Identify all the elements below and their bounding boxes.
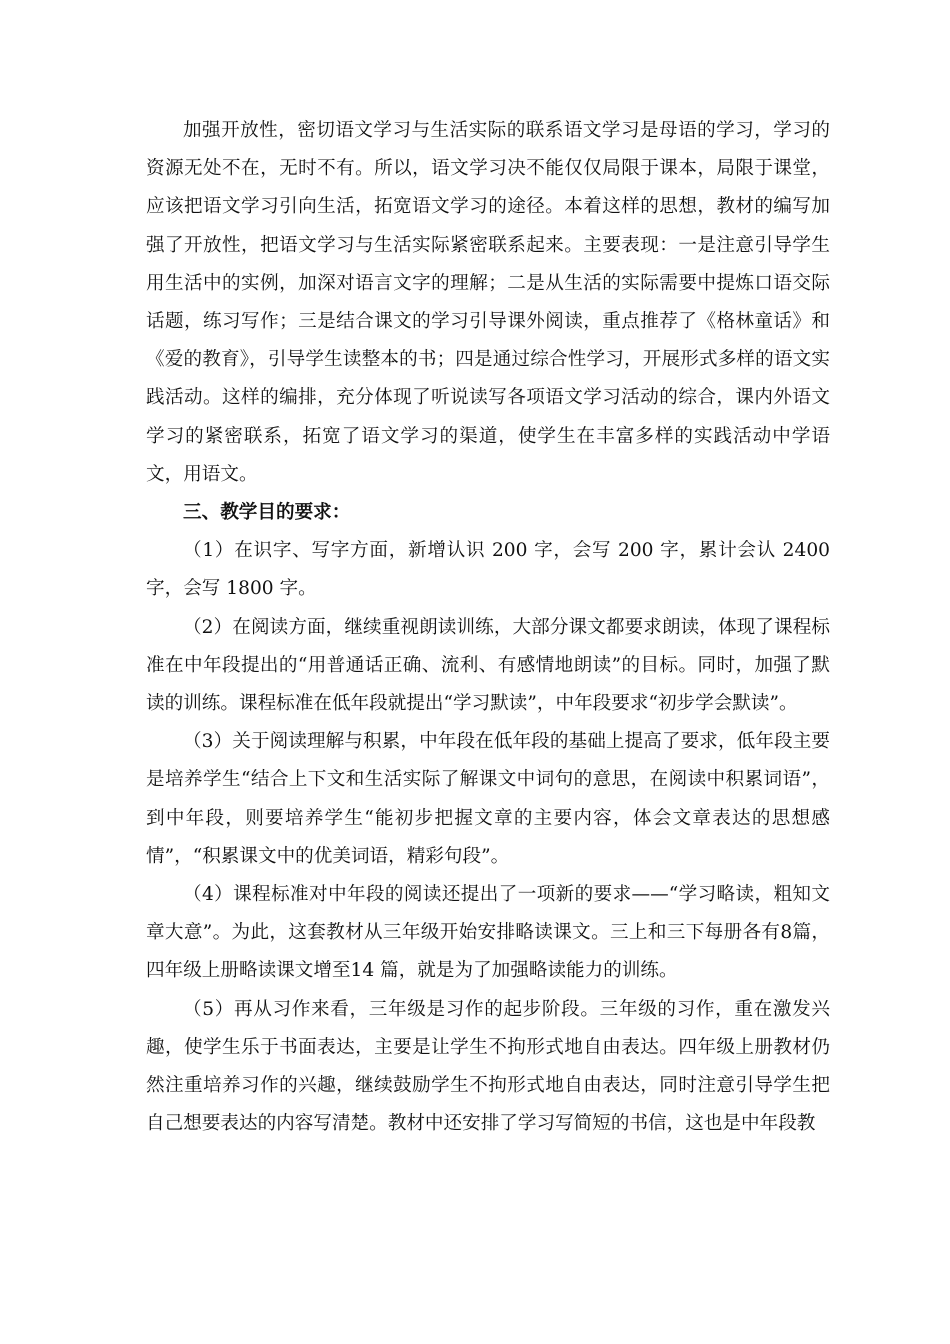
list-item: （2）在阅读方面，继续重视朗读训练，大部分课文都要求朗读，体现了课程标准在中年段提出的“用普通话正确、流利、有感情地朗读”的目标。同时，加强了默读的训练。课程标准在低年段就提出“学习默读”，中年段要求“初步学会默读”。 — [146, 616, 830, 715]
list-item: （1）在识字、写字方面，新增认识 200 字，会写 200 字，累计会认 2400 字，会写 1800 字。 — [146, 540, 830, 600]
list-item: （3）关于阅读理解与积累，中年段在低年段的基础上提高了要求，低年段主要是培养学生“结合上下文和生活实际了解课文中词句的意思，在阅读中积累词语”，到中年段，则要培养学生“能初步把握文章的主要内容，体会文章表达的思想感情”，“积累课文中的优美词语，精彩句段”。 — [146, 731, 830, 867]
section-heading: 三、教学目的要求： — [183, 502, 351, 524]
list-item: （5）再从习作来看，三年级是习作的起步阶段。三年级的习作，重在激发兴趣，使学生乐于书面表达，主要是让学生不拘形式地自由表达。四年级上册教材仍然注重培养习作的兴趣，继续鼓励学生不拘形式地自由表达，同时注意引导学生把自己想要表达的内容写清楚。教材中还安排了学习写简短的书信，这也是中年段教 — [146, 998, 830, 1135]
document-body — [146, 112, 830, 1143]
body-paragraph: 加强开放性，密切语文学习与生活实际的联系语文学习是母语的学习，学习的资源无处不在，无时不有。所以，语文学习决不能仅仅局限于课本，局限于课堂，应该把语文学习引向生活，拓宽语文学习的途径。本着这样的思想，教材的编写加强了开放性，把语文学习与生活实际紧密联系起来。主要表现：一是注意引导学生用生活中的实例，加深对语言文字的理解；二是从生活的实际需要中提炼口语交际话题，练习写作；三是结合课文的学习引导课外阅读，重点推荐了《格林童话》和《爱的教育》，引导学生读整本的书；四是通过综合性学习，开展形式多样的语文实践活动。这样的编排，充分体现了听说读写各项语文学习活动的综合，课内外语文学习的紧密联系，拓宽了语文学习的渠道，使学生在丰富多样的实践活动中学语文，用语文。 — [146, 120, 830, 485]
list-item: （4）课程标准对中年段的阅读还提出了一项新的要求——“学习略读，粗知文章大意”。为此，这套教材从三年级开始安排略读课文。三上和三下每册各有8篇，四年级上册略读课文增至14 篇，就是为了加强略读能力的训练。 — [146, 884, 830, 982]
